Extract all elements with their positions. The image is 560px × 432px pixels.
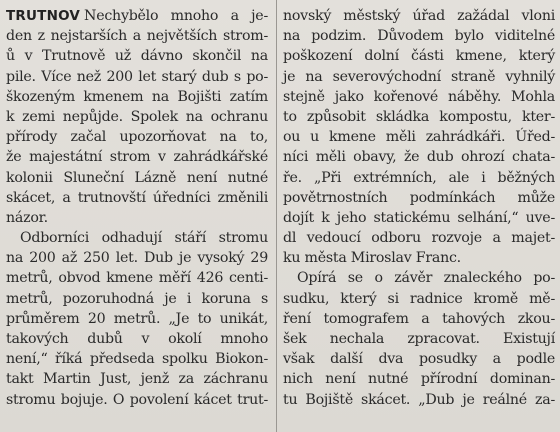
text-line xyxy=(6,127,268,147)
text-line-content: šek nechala zpracovat. Existují xyxy=(283,331,555,347)
text-line xyxy=(6,26,268,46)
text-line-content: ře. „Při extrémních, ale i běžných xyxy=(283,169,555,186)
text-line xyxy=(283,6,555,26)
text-line xyxy=(283,228,555,248)
text-line xyxy=(6,188,268,208)
text-line xyxy=(6,208,268,228)
text-line xyxy=(283,168,555,188)
text-line-content: to způsobit skládka kompostu, kter- xyxy=(283,108,555,125)
text-line-content: kolonii Sluneční Lázně není nutné xyxy=(6,169,268,186)
text-line-content: nich není nutné přírodní dominan- xyxy=(283,371,555,388)
text-line-content: tu Bojiště skácet. „Dub je reálné za- xyxy=(283,391,555,408)
text-line-content: Opírá se o závěr znaleckého po- xyxy=(297,270,555,287)
text-line-content: ku města Miroslav Franc. xyxy=(283,250,461,267)
text-line xyxy=(6,228,268,248)
text-line-content: názor. xyxy=(6,209,48,226)
text-line-content: skácet, a trutnovští úředníci změnili xyxy=(6,189,268,206)
text-line-content: den z nejstarších a největších strom- xyxy=(6,28,268,45)
text-line xyxy=(283,369,555,389)
text-line-content: je na severovýchodní straně vyhnilý xyxy=(283,68,555,85)
text-line xyxy=(6,46,268,66)
text-line-content: není,“ říká předseda spolku Biokon- xyxy=(6,351,268,368)
text-line xyxy=(6,87,268,107)
text-line-content: přírody začal upozorňovat na to, xyxy=(6,129,268,146)
text-line-content: povětrnostních podmínkách může xyxy=(283,189,555,206)
text-line-content: takových dubů v okolí mnoho xyxy=(6,331,268,347)
text-line-content: na podzim. Důvodem bylo viditelné xyxy=(283,28,555,45)
text-line xyxy=(283,289,555,309)
text-line-content: že majestátní strom v zahrádkářské xyxy=(6,149,268,166)
text-line-content: Nechybělo mnoho a je- xyxy=(84,8,268,24)
text-line xyxy=(283,248,555,268)
text-line xyxy=(283,46,555,66)
text-line xyxy=(283,390,555,410)
text-line-content: dl vedoucí odboru rozvoje a majet- xyxy=(283,230,555,247)
text-line-content: škozeným kmenem na Bojišti zatím xyxy=(6,88,268,105)
text-line-content: metrů, obvod kmene měří 426 centi- xyxy=(6,270,268,287)
text-line xyxy=(6,248,268,268)
text-line xyxy=(283,87,555,107)
text-line xyxy=(6,390,268,410)
text-line-content: metrů, pozoruhodná je i koruna s xyxy=(6,290,268,307)
text-line xyxy=(283,26,555,46)
text-line xyxy=(283,268,555,288)
text-line-content: stromu bojuje. O povolení kácet trut- xyxy=(6,391,268,408)
text-line-content: ů v Trutnově už dávno skončil na xyxy=(6,48,268,65)
text-line-content: stejně jako kořenové náběhy. Mohla xyxy=(283,88,555,105)
text-line xyxy=(6,6,268,26)
text-line-content: novský městský úřad zažádal vloni xyxy=(283,8,555,24)
text-line xyxy=(6,168,268,188)
text-line-content: ření tomografem a tahových zkou- xyxy=(283,310,555,327)
text-line-content: ou u kmene měli zahrádkáři. Úřed- xyxy=(283,129,555,146)
text-line xyxy=(6,67,268,87)
text-line xyxy=(6,289,268,309)
text-line xyxy=(6,107,268,127)
column-divider xyxy=(276,0,277,432)
text-line-content: pile. Více než 200 let starý dub s po- xyxy=(6,68,268,85)
text-line-content: průměrem 20 metrů. „Je to unikát, xyxy=(6,310,268,327)
text-line-content: poškození dolní části kmene, který xyxy=(283,48,555,65)
text-line xyxy=(283,309,555,329)
text-line xyxy=(283,147,555,167)
text-line xyxy=(283,67,555,87)
text-line xyxy=(283,188,555,208)
text-line xyxy=(6,329,268,349)
text-line xyxy=(6,309,268,329)
text-line-content: níci měli obavy, že dub ohrozí chata- xyxy=(283,149,555,166)
dateline-locator: TRUTNOV xyxy=(6,8,81,24)
text-line xyxy=(6,268,268,288)
text-line xyxy=(6,369,268,389)
article-column-right xyxy=(283,6,555,410)
text-line-content: však další dva posudky a podle xyxy=(283,351,555,368)
text-line xyxy=(283,329,555,349)
text-line-content: k zemi nepůjde. Spolek na ochranu xyxy=(6,108,268,125)
text-line xyxy=(6,349,268,369)
text-line xyxy=(6,147,268,167)
text-line-content: sudku, který si radnice kromě mě- xyxy=(283,290,555,307)
text-line-content: takt Martin Just, jenž za záchranu xyxy=(6,371,268,388)
text-line-content: Odborníci odhadují stáří stromu xyxy=(20,230,268,247)
text-line xyxy=(283,127,555,147)
text-line-content: dojít k jeho statickému selhání,“ uve- xyxy=(283,209,555,226)
text-line-content: na 200 až 250 let. Dub je vysoký 29 xyxy=(6,250,268,267)
text-line xyxy=(283,349,555,369)
text-line xyxy=(283,208,555,228)
text-line xyxy=(283,107,555,127)
article-column-left xyxy=(6,6,268,410)
